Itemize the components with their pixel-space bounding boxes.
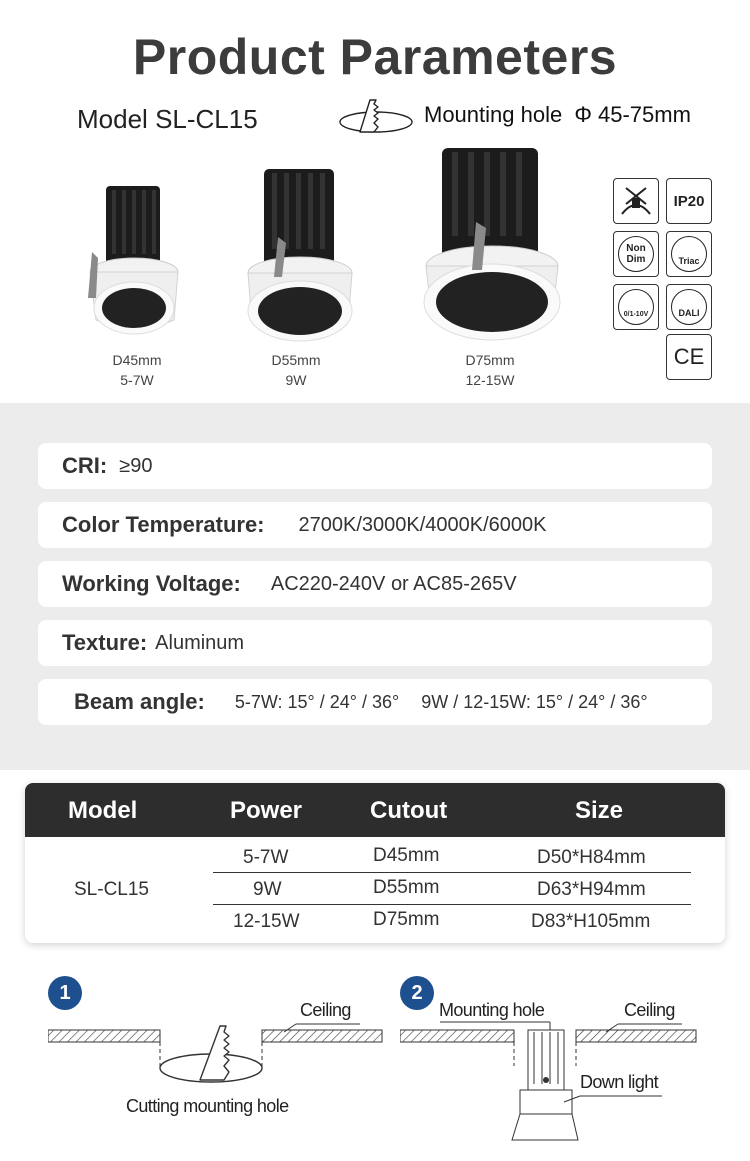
ce-badge: CE: [666, 334, 712, 380]
downlight-label: Down light: [580, 1072, 659, 1092]
lamp-cross-icon: [618, 184, 654, 218]
spec-value: 2700K/3000K/4000K/6000K: [298, 513, 547, 536]
spec-key: Color Temperature:: [62, 512, 265, 537]
triac-badge: [666, 231, 712, 277]
mounting-label: Mounting hole: [424, 102, 563, 127]
ip20-badge: IP20: [666, 178, 712, 224]
table-cell-cutout: D45mm: [373, 845, 440, 866]
mounting-hole-line: [424, 102, 691, 128]
table-cell-cutout: D75mm: [373, 909, 440, 930]
table-cell-power: 12-15W: [233, 911, 300, 932]
lamp-cutout: D55mm: [271, 352, 321, 368]
table-row-divider: [213, 904, 691, 905]
model-label: Model: [77, 104, 148, 134]
table-header-power: Power: [230, 797, 303, 824]
spec-key: CRI:: [62, 453, 108, 478]
spec-beam-angle: [38, 679, 712, 725]
table-cell-power: 5-7W: [243, 847, 289, 868]
lamp-power: 12-15W: [465, 372, 515, 388]
non-dim-badge: [613, 231, 659, 277]
table-cell-cutout: D55mm: [373, 877, 440, 898]
lamp-cutout: D75mm: [465, 352, 515, 368]
saw-hole-icon: [338, 96, 414, 136]
spec-table: [25, 783, 725, 943]
spec-value: ≥90: [119, 454, 153, 477]
spec-working-voltage: [38, 561, 712, 607]
table-cell-size: D83*H105mm: [531, 911, 651, 932]
ceiling-label-2: Ceiling: [624, 1000, 675, 1020]
step-2-badge: 2: [400, 976, 434, 1010]
lamp-cutout: D45mm: [112, 352, 162, 368]
spec-key: Working Voltage:: [62, 571, 241, 596]
dali-badge: [666, 284, 712, 330]
page-title: Product Parameters: [132, 29, 618, 85]
table-header: [25, 783, 725, 837]
spec-color-temperature: [38, 502, 712, 548]
no-insulation-cover-icon: [613, 178, 659, 224]
step-1-badge: 1: [48, 976, 82, 1010]
mounting-value: Φ 45-75mm: [574, 102, 691, 127]
dimming-circle: 0/1-10V: [618, 289, 654, 325]
step-1-caption: Cutting mounting hole: [126, 1096, 289, 1116]
lamp-power: 9W: [285, 372, 307, 388]
lamp-caption-medium: [246, 350, 346, 390]
ceiling-label-1: Ceiling: [300, 1000, 351, 1020]
table-cell-size: D63*H94mm: [537, 879, 646, 900]
model-line: [77, 104, 258, 135]
lamp-power: 5-7W: [120, 372, 154, 388]
downlight-image-large: [418, 142, 568, 348]
ceiling-cut-diagram: [48, 1010, 383, 1100]
spec-cri: [38, 443, 712, 489]
downlight-image-medium: [240, 165, 360, 345]
lamp-caption-small: [87, 350, 187, 390]
spec-key: Texture:: [62, 630, 148, 655]
table-header-model: Model: [68, 797, 138, 824]
downlight-image-small: [82, 180, 182, 340]
dali-circle: DALI: [671, 289, 707, 325]
table-row-divider: [213, 872, 691, 873]
lamp-caption-large: [440, 350, 540, 390]
table-header-cutout: Cutout: [370, 797, 448, 824]
spec-value: Aluminum: [155, 631, 245, 654]
triac-circle: Triac: [671, 236, 707, 272]
table-cell-size: D50*H84mm: [537, 847, 646, 868]
spec-value-large: 9W / 12-15W: 15° / 24° / 36°: [421, 691, 648, 712]
spec-texture: [38, 620, 712, 666]
spec-value-small: 5-7W: 15° / 24° / 36°: [234, 691, 400, 712]
non-dim-circle: Non Dim: [618, 236, 654, 272]
mounting-hole-label: Mounting hole: [439, 1000, 545, 1020]
spec-value: AC220-240V or AC85-265V: [270, 572, 517, 595]
dimming-0-10v-badge: [613, 284, 659, 330]
table-header-size: Size: [575, 797, 624, 824]
model-value: SL-CL15: [155, 104, 258, 134]
table-cell-power: 9W: [253, 879, 282, 900]
spec-key: Beam angle:: [74, 689, 205, 714]
table-model-cell: SL-CL15: [74, 879, 149, 900]
